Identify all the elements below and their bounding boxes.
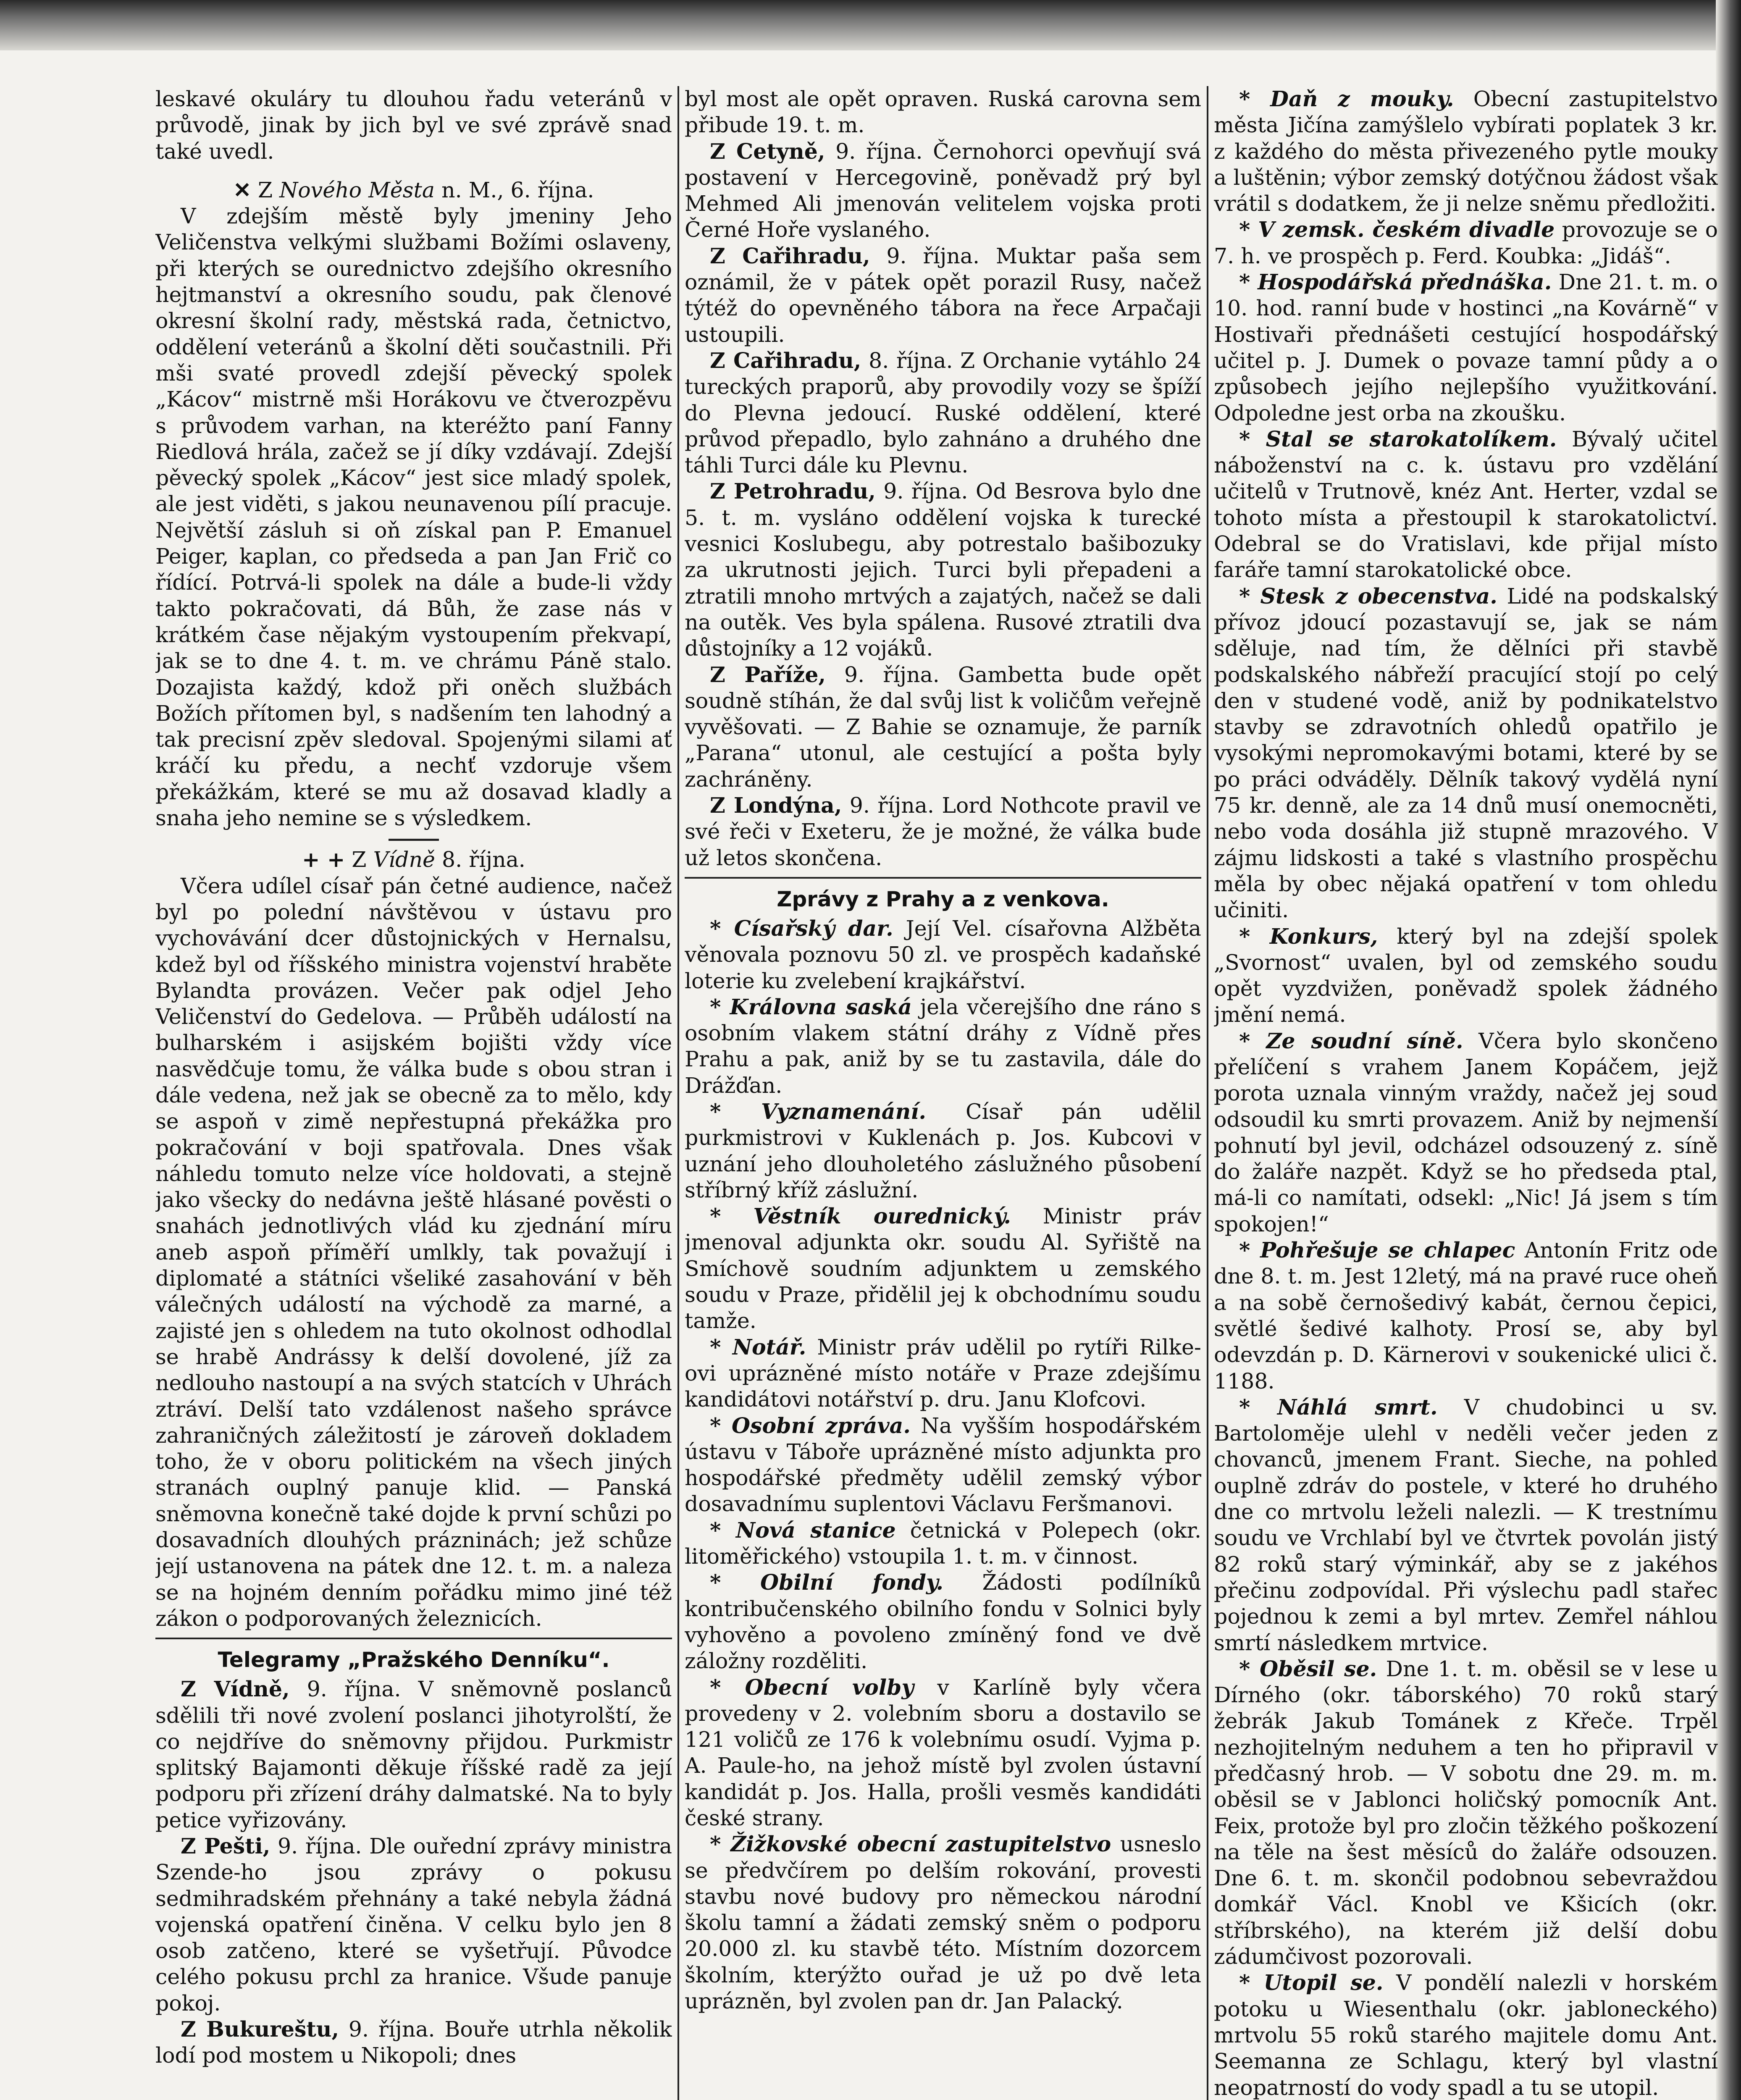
scan-right-edge — [1716, 0, 1741, 2100]
dateline-vienna: + + Z Vídně 8. října. — [302, 847, 525, 872]
telegram-constantinople-2: Z Cařihradu, 8. října. Z Orchanie vytáhlo 24 tureckých praporů, aby provodily vozy se špíží do Plevna jedoucí. Ruské oddělení, které průvod přepadlo, bylo zahnáno a druhého dne táhli Turci dále ku Plevnu. — [685, 348, 1201, 478]
divider — [155, 1638, 672, 1639]
column-2 — [685, 86, 1201, 2100]
news-item: * Císařský dar. Její Vel. císařovna Alžběta věnovala poznovu 50 zl. ve prospěch kadaňské loterie ku zvelebení krajkářství. — [685, 916, 1201, 993]
divider — [685, 877, 1201, 879]
article-nove-mesto: V zdejším městě byly jmeniny Jeho Veličenstva velkými službami Božími oslaveny, při kterých se ourednictvo zdejšího okresního hejtmanství a okresního soudu, pak členové okresní školní rady, městská rada, četnictvo, oddělení veteránů a školní děti součastnili. Při mši svaté provedl zdejší pěvecký spolek „Kácov“ mistrně mši Horákovu ve čtverozpěvu s průvodem varhan, na kteréžto paní Fanny Riedlová hrála, začež se jí díky vzdávají. Zdejší pěvecký spolek „Kácov“ jest sice mladý spolek, ale jest viděti, s jakou neunavenou pílí pracuje. Největší zásluh si oň získal pan P. Emanuel Peiger, kaplan, co předseda a pan Jan Frič co řídící. Potrvá-li spolek na dále a bude-li vždy takto pokračovati, dá Bůh, že zase nás v krátkém čase nějakým vystoupením překvapí, jak se to dne 4. t. m. ve chrámu Páně stalo. Dozajista každý, kdož při oněch službách Božích přítomen byl, s nadšením ten lahodný a tak precisní zpěv sledoval. Spojenými silami ať kráčí ku předu, a nechť vzdoruje všem překážkám, které se mu až dosavad kladly a snaha jeho nemine se s výsledkem. — [155, 204, 672, 831]
news-item: * Stesk z obecenstva. Lidé na podskalský přívoz jdoucí pozastavují se, jak se nám sděluje, nad tím, že dělníci při stavbě podskalského nábřeží pracující stojí po celý den v studené vodě, aniž by podnikatelstvo stavby se zdravotních ohledů opatřilo je vysokými nepromokavými botami, které by se po práci odváděly. Dělník takový vydělá nyní 75 kr. denně, ale za 14 dnů musí onemocněti, nebo voda dosáhla již stupně mrazového. V zájmu lidskosti a také s vlastního prospěchu měla by obec nějaká opatření v tom ohledu učiniti. — [1214, 583, 1718, 923]
telegram-petersburg: Z Petrohradu, 9. října. Od Besrova bylo dne 5. t. m. vysláno oddělení vojska k turecké vesnici Koslubegu, aby potrestalo bašibozuky za ukrutnosti jejich. Turci byli přepadeni a ztratili mnoho mrtvých a zajatých, načež se dali na outěk. Ves byla spálena. Rusové ztratili dva důstojníky a 12 vojáků. — [685, 479, 1201, 661]
news-item: * V zemsk. českém divadle provozuje se o 7. h. ve prospěch p. Ferd. Koubka: „Jidáš“. — [1214, 217, 1718, 268]
news-item: * Královna saská jela včerejšího dne ráno s osobním vlakem státní dráhy z Vídně přes Prahu a pak, aniž by se tu zastavila, dále do Drážďan. — [685, 994, 1201, 1098]
divider — [389, 839, 439, 841]
telegram-continuation: byl most ale opět opraven. Ruská carovna sem přibude 19. t. m. — [685, 87, 1201, 138]
news-item: * Oběsil se. Dne 1. t. m. oběsil se v lese u Dírného (okr. táborského) 70 roků starý žebrák Jakub Tománek z Křeče. Trpěl nezhojitelným neduhem a ten ho připravil v předčasný hrob. — V sobotu dne 29. m. m. oběsil se v Jablonci holičský pomocník Ant. Feix, protože byl pro zločin těžkého poškození na těle na šest měsíců do žaláře odsouzen. Dne 6. t. m. skončil podobnou sebevraždou domkář Václ. Knobl ve Kšicích (okr. stříbrského), na kterém již delší dobu zádumčivost pozorovali. — [1214, 1656, 1718, 1969]
section-title-telegrams: Telegramy „Pražského Denníku“. — [218, 1648, 610, 1672]
telegram-london: Z Londýna, 9. října. Lord Nothcote pravil ve své řeči v Exeteru, že je možné, že válka bude už letos skončena. — [685, 793, 1201, 870]
telegram-vienna: Z Vídně, 9. října. V sněmovně poslanců sdělili tři nové zvolení poslanci jihotyrolští, že co nejdříve do sněmovny přijdou. Purkmistr splitský Bajamonti děkuje říšské radě za její podporu při zřízení dráhy dalmatské. Na to byly petice vyřizovány. — [155, 1677, 672, 1832]
double-cross-icon: + + — [302, 847, 345, 872]
news-item: * Náhlá smrt. V chudobinci u sv. Bartoloměje ulehl v neděli večer jeden z chovanců, jmenem Frant. Sieche, na pohled ouplně zdráv do postele, v které ho druhého dne co mrtvolu leželi nalezli. — K trestnímu soudu ve Vrchlabí byl ve čtvrtek povolán jistý 82 roků starý výminkář, aby se z jakéhos přečinu zodpovídal. Při výslechu padl stařec pojednou k zemi a byl mrtev. Zemřel náhlou smrtí následkem mrtvice. — [1214, 1394, 1718, 1655]
telegram-constantinople-1: Z Cařihradu, 9. října. Muktar paša sem oznámil, že v pátek opět porazil Rusy, načež týtéž do opevněného tábora na řece Arpačaji ustoupili. — [685, 243, 1201, 347]
news-item: * Konkurs, který byl na zdejší spolek „Svornost“ uvalen, byl od zemského soudu opět vyzdvižen, poněvadž spolek žádného jmění nemá. — [1214, 924, 1718, 1027]
news-item: * Stal se starokatolíkem. Bývalý učitel náboženství na c. k. ústavu pro vzdělání učitelů v Trutnově, knéz Ant. Herter, vzdal se tohoto místa a přestoupil k starokatolictví. Odebral se do Vratislavi, kde přijal místo faráře tamní starokatolické obce. — [1214, 426, 1718, 583]
section-title-prague-news: Zprávy z Prahy a z venkova. — [777, 887, 1109, 911]
news-item: * Osobní zpráva. Na vyšším hospodářském ústavu v Táboře uprázněné místo adjunkta pro hospodářské předměty udělil zemský výbor dosavadnímu suplentovi Václavu Feršmanovi. — [685, 1413, 1201, 1517]
news-item: * Daň z mouky. Obecní zastupitelstvo města Jičína zamýšlelo vybírati poplatek 3 kr. z každého do města přivezeného pytle mouky a luštěnin; výbor zemský dotýčnou žádost však vrátil s dodatkem, že ji nelze sněmu předložiti. — [1214, 87, 1718, 216]
news-item: * Ze soudní síně. Včera bylo skončeno přelíčení s vrahem Janem Kopáčem, jejž porota uznala vinným vraždy, načež jej soud odsoudil ku smrti provazem. Aniž by nejmenší pohnutí byl jevil, odcházel odsouzený z. síně do žaláře nazpět. Když se ho předseda ptal, má-li co namítati, odsekl: „Nic! Já jsem s tím spokojen!“ — [1214, 1028, 1718, 1236]
telegram-pest: Z Pešti, 9. října. Dle ouřední zprávy ministra Szende-ho jsou zprávy o pokusu sedmihradském přehnány a také nebyla žádná vojenská opatření činěna. V celku bylo jen 8 osob zatčeno, které se vyšetřují. Původce celého pokusu prchl za hranice. Všude panuje pokoj. — [155, 1834, 672, 2016]
news-item: * Obilní fondy. Žádosti podílníků kontribučenského obilního fondu v Solnici byly vyhověno a povoleno zmíněný fond ve dvě záložny rozděliti. — [685, 1570, 1201, 1674]
article-continuation: leskavé okuláry tu dlouhou řadu veteránů v průvodě, jinak by jich byl ve své zprávě snad také uvedl. — [155, 87, 672, 164]
telegram-paris: Z Paříže, 9. října. Gambetta bude opět soudně stíhán, že dal svůj list k voličům veřejně vyvěšovati. — Z Bahie se oznamuje, že parník „Parana“ utonul, ale cestující a pošta byly zachráněny. — [685, 662, 1201, 792]
dateline-nove-mesto: ✕ Z Nového Města n. M., 6. října. — [233, 177, 594, 202]
news-item: * Vyznamenání. Císař pán udělil purkmistrovi v Kuklenách p. Jos. Kubcovi v uznání jeho dlouholetého záslužného působení stříbrný kříž záslužní. — [685, 1099, 1201, 1202]
news-item: * Nová stanice četnická v Polepech (okr. litoměřického) vstoupila 1. t. m. v činnost. — [685, 1517, 1201, 1569]
news-item: * Věstník ourednický. Ministr práv jmenoval adjunkta okr. soudu Al. Syřiště na Smíchově soudním adjunktem u zemského soudu v Praze, přidělil jej k obchodnímu soudu tamže. — [685, 1204, 1201, 1334]
news-item: * Obecní volby v Karlíně byly včera provedeny v 2. volebním sboru a dostavilo se 121 voličů ze 176 k volebnímu osudí. Vyjma p. A. Paule-ho, na jehož místě byl zvolen ústavní kandidát p. Jos. Halla, prošli vesměs kandidáti české strany. — [685, 1675, 1201, 1830]
cross-mark-icon: ✕ — [233, 177, 251, 202]
news-item: * Pohřešuje se chlapec Antonín Fritz ode dne 8. t. m. Jest 12letý, má na pravé ruce oheň a na sobě černošedivý kabát, černou čepici, světlé šedivé kalhoty. Prosí se, aby byl odevzdán p. D. Kärnerovi v soukenické ulici č. 1188. — [1214, 1238, 1718, 1394]
column-divider — [1207, 86, 1208, 2100]
news-item: * Hospodářská přednáška. Dne 21. t. m. o 10. hod. ranní bude v hostinci „na Kovárně“ v Hostivaři přednášeti cestující hospodářský učitel p. J. Dumek o povaze tamní půdy a o způsobech jejího nejlepšího využitkování. Odpoledne jest orba na zkoušku. — [1214, 270, 1718, 425]
scan-top-edge — [0, 0, 1741, 50]
column-3 — [1214, 86, 1718, 2100]
column-divider — [677, 86, 679, 2100]
telegram-bucharest: Z Bukureštu, 9. října. Bouře utrhla několik lodí pod mostem u Nikopoli; dnes — [155, 2017, 672, 2068]
news-item: * Žižkovské obecní zastupitelstvo usneslo se předvčírem po delším rokování, provesti stavbu nové budovy pro německou národní školu tamní a žádati zemský sněm o podporu 20.000 zl. ku stavbě této. Místním dozorcem školním, kterýžto ouřad je už po dvě leta uprázněn, byl zvolen pan dr. Jan Palacký. — [685, 1832, 1201, 2014]
column-1 — [155, 86, 672, 2100]
article-vienna: Včera udílel císař pán četné audience, načež byl po polední návštěvou v ústavu pro vychovávání dcer důstojnických v Hernalsu, kdež byl od říšského ministra vojenství hraběte Bylandta provázen. Večer pak odjel Jeho Veličenství do Gedelova. — Průběh událostí na bulharském i asijském bojišti vždy více nasvědčuje tomu, že válka bude s obou stran i dále vedena, než jak se obecně za to mělo, kdy se aspoň v zimě nepřestupná překážka pro pokračování v boji spatřovala. Dnes však náhledu tomuto nelze více holdovati, a stejně jako všecky do nedávna ještě hlásané pověsti o snahách jednotlivých vlád ku zjednání míru aneb aspoň příměří umlkly, tak považují i diplomaté a státníci všeliké zasahování v běh válečných událostí na východě za marné, a zajisté jen s ohledem na tuto okolnost odhodlal se hrabě Andrássy k delší dovolené, jíž za nedlouho nastoupí a na svých statcích v Uhrách ztráví. Delší tato vzdálenost našeho správce zahraničných záležitostí je zároveň dokladem toho, že v oboru politickém na všech jiných stranách ouplný panuje klid. — Panská sněmovna konečně také dojde k první schůzi po dosavadních dlouhých prázninách; jež schůze její ustanovena na pátek dne 12. t. m. a naleza se na hojném denním pořádku mimo jiné též zákon o podporovaných železnicích. — [155, 873, 672, 1631]
news-item: * Notář. Ministr práv udělil po rytíři Rilke-ovi uprázněné místo notáře v Praze zdejšímu kandidátovi notářství p. dru. Janu Klofcovi. — [685, 1334, 1201, 1412]
telegram-cetinje: Z Cetyně, 9. října. Černohorci opevňují svá postavení v Hercegovině, poněvadž prý byl Mehmed Ali jmenován velitelem vojska proti Černé Hoře vyslaného. — [685, 139, 1201, 242]
newspaper-page — [155, 86, 1718, 2100]
news-item: * Utopil se. V pondělí nalezli v horském potoku u Wiesenthalu (okr. jabloneckého) mrtvolu 55 roků starého majitele domu Ant. Seemanna ze Schlagu, který byl vlastní neopatrností do vody spadl a tu se utopil. — [1214, 1970, 1718, 2100]
